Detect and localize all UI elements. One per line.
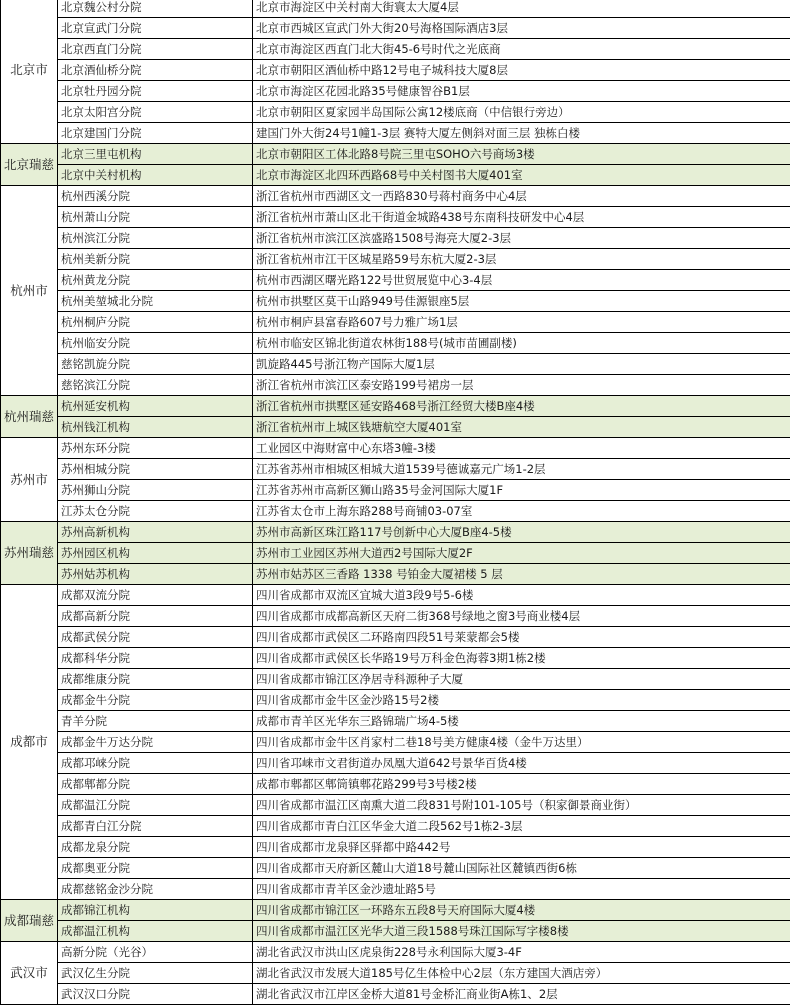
- address-cell: 四川省成都市双流区宜城大道3段9号5-6楼: [253, 585, 790, 606]
- address-cell: 江苏省苏州市相城区相城大道1539号德诚嘉元广场1-2层: [253, 459, 790, 480]
- branch-name-cell: 武汉汉口分院: [58, 984, 253, 1005]
- branch-name-cell: 青羊分院: [58, 711, 253, 732]
- address-cell: 杭州市拱墅区莫干山路949号佳源银座5层: [253, 291, 790, 312]
- city-cell: 成都市: [1, 585, 58, 900]
- table-row: [1, 207, 790, 228]
- table-row: [1, 39, 790, 60]
- table-row: [1, 963, 790, 984]
- address-cell: 工业园区中海财富中心东塔3幢-3楼: [253, 438, 790, 459]
- city-cell: 杭州市: [1, 186, 58, 396]
- branch-name-cell: 杭州萧山分院: [58, 207, 253, 228]
- branch-name-cell: 杭州西溪分院: [58, 186, 253, 207]
- address-cell: 杭州市临安区锦北街道农林街188号(城市苗圃副楼): [253, 333, 790, 354]
- city-cell: 苏州瑞慈: [1, 522, 58, 585]
- address-cell: 四川省成都市锦江区一环路东五段8号天府国际大厦4楼: [253, 900, 790, 921]
- table-body: [1, 0, 790, 1005]
- address-cell: 浙江省杭州市滨江区滨盛路1508号海亮大厦2-3层: [253, 228, 790, 249]
- address-cell: 四川省成都市金牛区金沙路15号2楼: [253, 690, 790, 711]
- branch-name-cell: 成都金牛分院: [58, 690, 253, 711]
- table-row: [1, 711, 790, 732]
- branch-name-cell: 苏州东环分院: [58, 438, 253, 459]
- address-cell: 四川省成都市天府新区麓山大道18号麓山国际社区麓镇西街6栋: [253, 858, 790, 879]
- table-row: [1, 165, 790, 186]
- table-row: [1, 312, 790, 333]
- table-row: [1, 564, 790, 585]
- branch-name-cell: 成都科华分院: [58, 648, 253, 669]
- table-row: [1, 144, 790, 165]
- table-row: [1, 732, 790, 753]
- address-cell: 湖北省武汉市发展大道185号亿生体检中心2层（东方建国大酒店旁）: [253, 963, 790, 984]
- branch-name-cell: 成都金牛万达分院: [58, 732, 253, 753]
- branch-name-cell: 杭州美新分院: [58, 249, 253, 270]
- branch-name-cell: 杭州滨江分院: [58, 228, 253, 249]
- address-cell: 浙江省杭州市江干区城星路59号东杭大厦2-3层: [253, 249, 790, 270]
- branch-name-cell: 北京魏公村分院: [58, 0, 253, 18]
- city-cell: 苏州市: [1, 438, 58, 522]
- table-row: [1, 984, 790, 1005]
- table-row: [1, 627, 790, 648]
- branch-name-cell: 苏州姑苏机构: [58, 564, 253, 585]
- address-cell: 四川省成都市温江区南熏大道二段831号附101-105号（积家御景商业街）: [253, 795, 790, 816]
- branch-name-cell: 北京宣武门分院: [58, 18, 253, 39]
- branch-name-cell: 杭州美堃城北分院: [58, 291, 253, 312]
- table-row: [1, 480, 790, 501]
- branch-name-cell: 成都武侯分院: [58, 627, 253, 648]
- branch-name-cell: 成都奥亚分院: [58, 858, 253, 879]
- address-cell: 建国门外大街24号1幢1-3层 赛特大厦左侧斜对面三层 独栋白楼: [253, 123, 790, 144]
- table-row: [1, 648, 790, 669]
- table-row: [1, 291, 790, 312]
- branch-name-cell: 杭州延安机构: [58, 396, 253, 417]
- table-row: [1, 186, 790, 207]
- branch-name-cell: 杭州桐庐分院: [58, 312, 253, 333]
- branch-name-cell: 北京建国门分院: [58, 123, 253, 144]
- address-cell: 四川省成都市温江区光华大道三段1588号珠江国际写字楼8楼: [253, 921, 790, 942]
- table-row: [1, 942, 790, 963]
- table-row: [1, 690, 790, 711]
- table-row: [1, 249, 790, 270]
- address-cell: 苏州市高新区珠江路117号创新中心大厦B座4-5楼: [253, 522, 790, 543]
- table-row: [1, 585, 790, 606]
- table-row: [1, 921, 790, 942]
- table-row: [1, 60, 790, 81]
- table-row: [1, 816, 790, 837]
- address-cell: 北京市朝阳区夏家园半岛国际公寓12楼底商（中信银行旁边）: [253, 102, 790, 123]
- table-row: [1, 270, 790, 291]
- city-cell: 北京瑞慈: [1, 144, 58, 186]
- table-row: [1, 669, 790, 690]
- table-row: [1, 396, 790, 417]
- branch-name-cell: 杭州临安分院: [58, 333, 253, 354]
- table-row: [1, 0, 790, 18]
- address-cell: 北京市海淀区北四环西路68号中关村图书大厦401室: [253, 165, 790, 186]
- branch-name-cell: 北京酒仙桥分院: [58, 60, 253, 81]
- table-row: [1, 333, 790, 354]
- table-row: [1, 438, 790, 459]
- branch-name-cell: 成都双流分院: [58, 585, 253, 606]
- table-row: [1, 102, 790, 123]
- address-cell: 浙江省杭州市西湖区文一西路830号蒋村商务中心4层: [253, 186, 790, 207]
- branch-name-cell: 北京中关村机构: [58, 165, 253, 186]
- branch-name-cell: 成都维康分院: [58, 669, 253, 690]
- address-cell: 四川省成都市青羊区金沙遗址路5号: [253, 879, 790, 900]
- city-cell: 北京市: [1, 0, 58, 144]
- address-cell: 成都市青羊区光华东三路锦瑞广场4-5楼: [253, 711, 790, 732]
- branch-name-cell: 北京西直门分院: [58, 39, 253, 60]
- branch-name-cell: 成都锦江机构: [58, 900, 253, 921]
- address-cell: 江苏省太仓市上海东路288号商铺03-07室: [253, 501, 790, 522]
- branch-name-cell: 杭州钱江机构: [58, 417, 253, 438]
- address-cell: 湖北省武汉市洪山区虎泉街228号永利国际大厦3-4F: [253, 942, 790, 963]
- address-cell: 北京市海淀区花园北路35号健康智谷B1层: [253, 81, 790, 102]
- branch-name-cell: 成都龙泉分院: [58, 837, 253, 858]
- table-row: [1, 795, 790, 816]
- branch-name-cell: 慈铭凯旋分院: [58, 354, 253, 375]
- address-cell: 湖北省武汉市江岸区金桥大道81号金桥汇商业街A栋1、2层: [253, 984, 790, 1005]
- branch-name-cell: 苏州狮山分院: [58, 480, 253, 501]
- branch-name-cell: 苏州高新机构: [58, 522, 253, 543]
- table-row: [1, 879, 790, 900]
- table-row: [1, 459, 790, 480]
- branch-name-cell: 成都温江分院: [58, 795, 253, 816]
- address-cell: 浙江省杭州市萧山区北干街道金城路438号东南科技研发中心4层: [253, 207, 790, 228]
- address-cell: 凯旋路445号浙江物产国际大厦1层: [253, 354, 790, 375]
- address-cell: 苏州市工业园区苏州大道西2号国际大厦2F: [253, 543, 790, 564]
- table-row: [1, 81, 790, 102]
- branch-name-cell: 成都高新分院: [58, 606, 253, 627]
- address-cell: 苏州市姑苏区三香路 1338 号铂金大厦裙楼 5 层: [253, 564, 790, 585]
- branch-name-cell: 成都青白江分院: [58, 816, 253, 837]
- address-cell: 成都市郫都区郫筒镇郫花路299号3号楼2楼: [253, 774, 790, 795]
- branch-name-cell: 江苏太仓分院: [58, 501, 253, 522]
- branch-name-cell: 北京牡丹园分院: [58, 81, 253, 102]
- branch-name-cell: 成都郫都分院: [58, 774, 253, 795]
- branch-name-cell: 慈铭滨江分院: [58, 375, 253, 396]
- table-row: [1, 354, 790, 375]
- branch-name-cell: 高新分院（光谷）: [58, 942, 253, 963]
- address-cell: 四川省成都市武侯区二环路南四段51号莱蒙都会5楼: [253, 627, 790, 648]
- branch-name-cell: 北京三里屯机构: [58, 144, 253, 165]
- address-cell: 北京市海淀区西直门北大街45-6号时代之光底商: [253, 39, 790, 60]
- address-cell: 江苏省苏州市高新区狮山路35号金河国际大厦1F: [253, 480, 790, 501]
- table-row: [1, 858, 790, 879]
- address-cell: 浙江省杭州市拱墅区延安路468号浙江经贸大楼B座4楼: [253, 396, 790, 417]
- address-cell: 四川省邛崃市文君街道办凤凰大道642号景华百货4楼: [253, 753, 790, 774]
- table-row: [1, 774, 790, 795]
- table-row: [1, 375, 790, 396]
- city-cell: 成都瑞慈: [1, 900, 58, 942]
- address-cell: 四川省成都市锦江区净居寺科源种子大厦: [253, 669, 790, 690]
- address-cell: 北京市朝阳区工体北路8号院三里屯SOHO六号商场3楼: [253, 144, 790, 165]
- table-row: [1, 900, 790, 921]
- city-cell: 杭州瑞慈: [1, 396, 58, 438]
- branch-name-cell: 北京太阳宫分院: [58, 102, 253, 123]
- address-cell: 浙江省杭州市上城区钱塘航空大厦401室: [253, 417, 790, 438]
- branch-name-cell: 苏州园区机构: [58, 543, 253, 564]
- table-row: [1, 606, 790, 627]
- table-row: [1, 501, 790, 522]
- table-row: [1, 417, 790, 438]
- address-cell: 北京市海淀区中关村南大街寰太大厦4层: [253, 0, 790, 18]
- branch-name-cell: 苏州相城分院: [58, 459, 253, 480]
- address-cell: 浙江省杭州市滨江区泰安路199号裙房一层: [253, 375, 790, 396]
- address-cell: 杭州市西湖区曙光路122号世贸展览中心3-4层: [253, 270, 790, 291]
- table-row: [1, 543, 790, 564]
- address-cell: 北京市朝阳区酒仙桥中路12号电子城科技大厦8层: [253, 60, 790, 81]
- branch-name-cell: 武汉亿生分院: [58, 963, 253, 984]
- address-cell: 北京市西城区宣武门外大街20号海格国际酒店3层: [253, 18, 790, 39]
- branch-name-cell: 成都邛崃分院: [58, 753, 253, 774]
- table-row: [1, 837, 790, 858]
- table-row: [1, 123, 790, 144]
- address-cell: 四川省成都市成都高新区天府二街368号绿地之窗3号商业楼4层: [253, 606, 790, 627]
- branch-name-cell: 成都慈铭金沙分院: [58, 879, 253, 900]
- address-cell: 四川省成都市龙泉驿区驿都中路442号: [253, 837, 790, 858]
- table-row: [1, 18, 790, 39]
- address-cell: 四川省成都市青白江区华金大道二段562号1栋2-3层: [253, 816, 790, 837]
- address-cell: 四川省成都市金牛区肖家村二巷18号美方健康4楼（金牛万达里）: [253, 732, 790, 753]
- table-row: [1, 522, 790, 543]
- branch-name-cell: 成都温江机构: [58, 921, 253, 942]
- address-cell: 四川省成都市武侯区长华路19号万科金色海蓉3期1栋2楼: [253, 648, 790, 669]
- table-row: [1, 753, 790, 774]
- address-cell: 杭州市桐庐县富春路607号力雅广场1层: [253, 312, 790, 333]
- branch-name-cell: 杭州黄龙分院: [58, 270, 253, 291]
- city-cell: 武汉市: [1, 942, 58, 1005]
- table-row: [1, 228, 790, 249]
